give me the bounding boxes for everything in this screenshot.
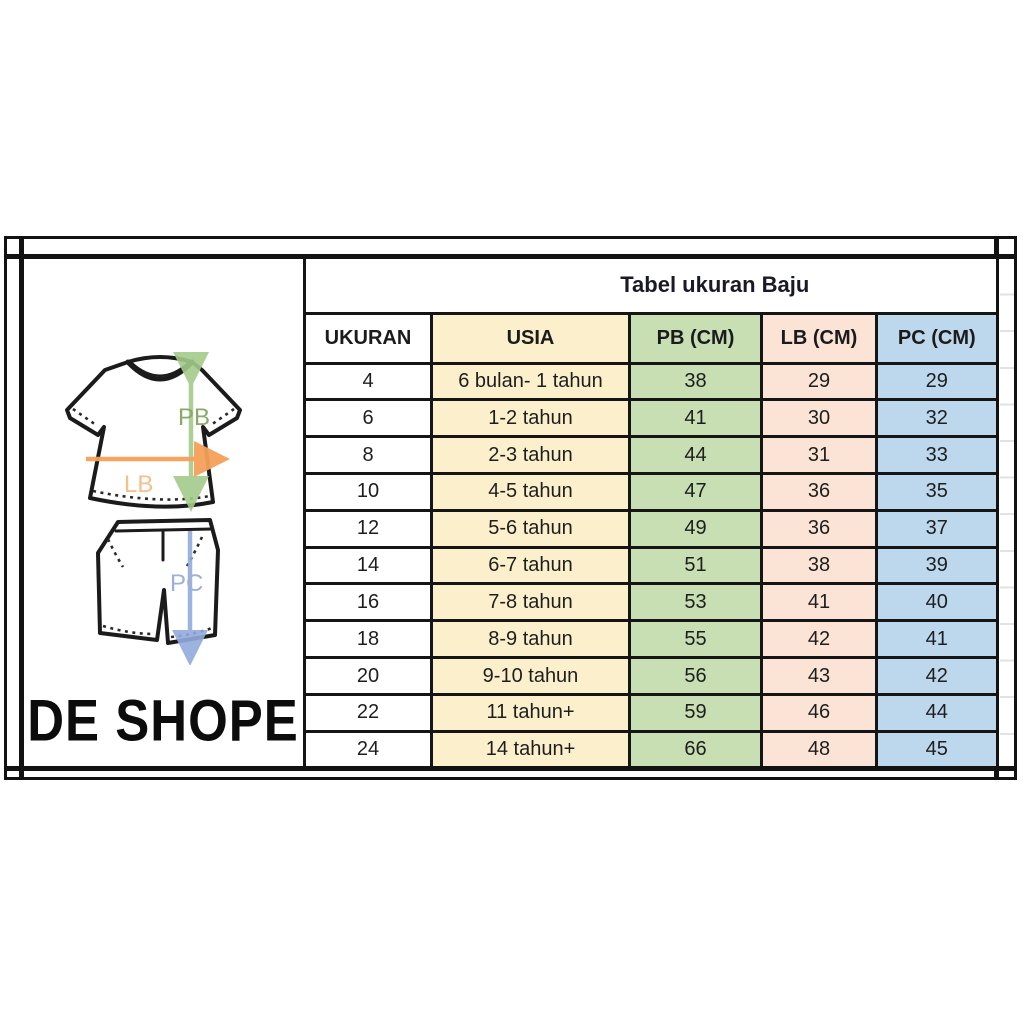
table-header-row <box>305 313 996 363</box>
table-cell-ukuran: 14 <box>305 547 432 584</box>
table-cell-ukuran: 4 <box>305 363 432 400</box>
table-cell-pc: 40 <box>877 584 996 621</box>
outer-frame-bottom-line <box>4 777 1017 780</box>
table-cell-usia: 6 bulan- 1 tahun <box>432 363 630 400</box>
table-cell-ukuran: 12 <box>305 510 432 547</box>
table-row <box>305 510 996 547</box>
garment-panel <box>24 259 303 766</box>
table-cell-usia: 9-10 tahun <box>432 658 630 695</box>
inner-frame-bottom-line <box>4 766 1017 771</box>
table-cell-pc: 44 <box>877 694 996 731</box>
clothing-measurement-diagram <box>60 350 245 665</box>
table-cell-ukuran: 6 <box>305 400 432 437</box>
lb-label: LB <box>124 471 154 498</box>
column-header-pc: PC (CM) <box>877 313 996 363</box>
table-cell-usia: 11 tahun+ <box>432 694 630 731</box>
table-cell-pb: 56 <box>630 658 762 695</box>
size-table-body <box>305 363 996 766</box>
column-header-usia: USIA <box>432 313 630 363</box>
table-cell-pc: 41 <box>877 621 996 658</box>
table-row <box>305 437 996 474</box>
table-cell-usia: 4-5 tahun <box>432 473 630 510</box>
table-cell-pb: 51 <box>630 547 762 584</box>
table-cell-pb: 41 <box>630 400 762 437</box>
pc-label: PC <box>170 570 204 597</box>
table-cell-ukuran: 20 <box>305 658 432 695</box>
table-cell-ukuran: 24 <box>305 731 432 766</box>
table-cell-usia: 6-7 tahun <box>432 547 630 584</box>
table-cell-ukuran: 22 <box>305 694 432 731</box>
table-row <box>305 363 996 400</box>
table-row <box>305 621 996 658</box>
table-cell-ukuran: 10 <box>305 473 432 510</box>
table-cell-pc: 32 <box>877 400 996 437</box>
table-cell-lb: 43 <box>762 658 877 695</box>
table-cell-pc: 39 <box>877 547 996 584</box>
size-table <box>303 259 996 766</box>
table-cell-pb: 47 <box>630 473 762 510</box>
brand-logo: DE SHOPE <box>27 688 299 754</box>
shorts-waistband <box>116 529 212 531</box>
table-cell-pb: 66 <box>630 731 762 766</box>
table-cell-usia: 2-3 tahun <box>432 437 630 474</box>
table-cell-ukuran: 8 <box>305 437 432 474</box>
table-cell-ukuran: 18 <box>305 621 432 658</box>
table-row <box>305 694 996 731</box>
table-cell-pb: 55 <box>630 621 762 658</box>
table-row <box>305 400 996 437</box>
tshirt-drawing <box>67 357 240 507</box>
table-cell-pb: 44 <box>630 437 762 474</box>
table-cell-lb: 36 <box>762 510 877 547</box>
table-cell-lb: 46 <box>762 694 877 731</box>
table-cell-ukuran: 16 <box>305 584 432 621</box>
table-row <box>305 584 996 621</box>
table-cell-pc: 37 <box>877 510 996 547</box>
table-cell-lb: 29 <box>762 363 877 400</box>
table-cell-lb: 38 <box>762 547 877 584</box>
gridline-ticks <box>1000 259 1014 766</box>
table-row <box>305 547 996 584</box>
column-header-pb: PB (CM) <box>630 313 762 363</box>
table-cell-usia: 1-2 tahun <box>432 400 630 437</box>
outer-frame-left-line <box>4 236 7 780</box>
table-row <box>305 731 996 766</box>
column-header-lb: LB (CM) <box>762 313 877 363</box>
pb-label: PB <box>178 404 211 431</box>
table-cell-pb: 59 <box>630 694 762 731</box>
table-cell-pb: 38 <box>630 363 762 400</box>
table-cell-lb: 41 <box>762 584 877 621</box>
column-header-ukuran: UKURAN <box>305 313 432 363</box>
table-cell-usia: 5-6 tahun <box>432 510 630 547</box>
table-cell-lb: 36 <box>762 473 877 510</box>
table-cell-pc: 35 <box>877 473 996 510</box>
table-row <box>305 473 996 510</box>
outer-frame-right-line <box>1014 236 1017 780</box>
outer-frame-top-line <box>4 236 1017 239</box>
table-cell-pc: 42 <box>877 658 996 695</box>
table-cell-pc: 29 <box>877 363 996 400</box>
table-cell-lb: 42 <box>762 621 877 658</box>
table-cell-pb: 49 <box>630 510 762 547</box>
table-cell-pc: 33 <box>877 437 996 474</box>
table-title: Tabel ukuran Baju <box>305 259 996 313</box>
table-cell-usia: 8-9 tahun <box>432 621 630 658</box>
table-cell-lb: 48 <box>762 731 877 766</box>
table-cell-pb: 53 <box>630 584 762 621</box>
table-cell-usia: 14 tahun+ <box>432 731 630 766</box>
table-cell-usia: 7-8 tahun <box>432 584 630 621</box>
table-cell-pc: 45 <box>877 731 996 766</box>
table-cell-lb: 30 <box>762 400 877 437</box>
table-cell-lb: 31 <box>762 437 877 474</box>
table-title-row <box>305 259 996 313</box>
table-row <box>305 658 996 695</box>
